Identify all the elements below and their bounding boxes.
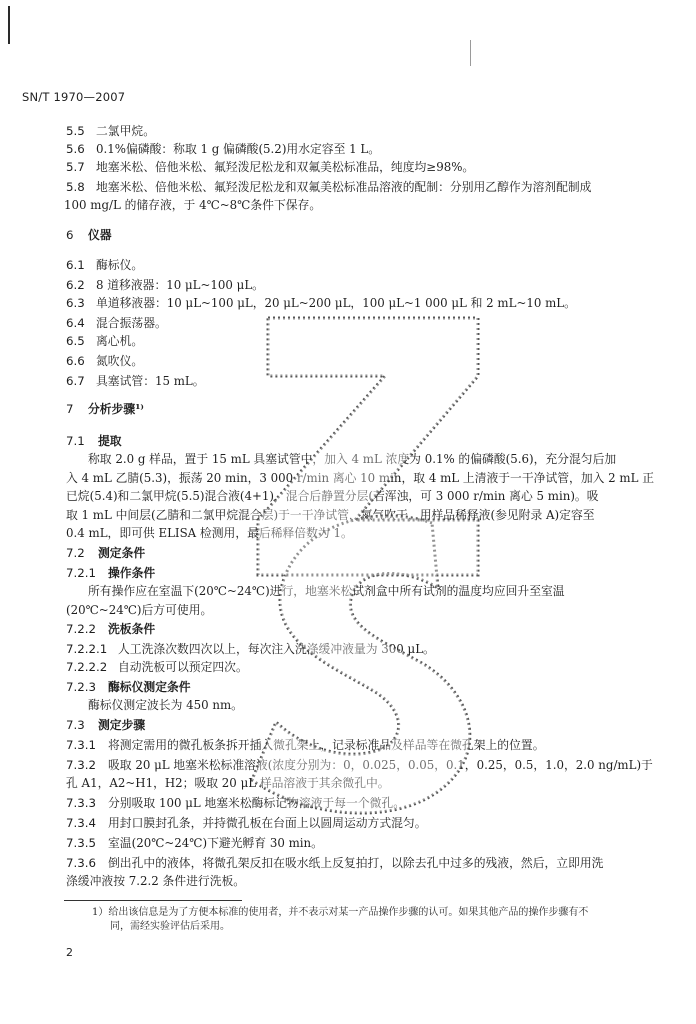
clause-number: 7.3.4 [66, 816, 97, 830]
section-heading: 分析步骤¹⁾ [88, 402, 144, 416]
clause-text: 倒出孔中的液体，将微孔架反扣在吸水纸上反复拍打，以除去孔中过多的残液，然后，立即用洗 [108, 856, 604, 870]
clause-text: 地塞米松、倍他米松、氟羟泼尼松龙和双氟美松标准品溶液的配制：分别用乙醇作为溶剂配制成 [96, 180, 592, 194]
section-heading: 仪器 [88, 228, 112, 242]
clause-text: 用封口膜封孔条，并持微孔板在台面上以圆周运动方式混匀。 [108, 816, 427, 830]
clause-text: 人工洗涤次数四次以上，每次注入洗涤缓冲液量为 300 μL。 [118, 642, 435, 656]
clause-number: 6.5 [66, 334, 85, 348]
clause-number: 7.2.2.2 [66, 660, 108, 674]
clause-number: 5.7 [66, 160, 85, 174]
clause-text: 取 1 mL 中间层(乙腈和二氯甲烷混合层)于一干净试管，氮气吹干，用样品稀释液(参见附录 A)定容至 [66, 508, 595, 522]
clause-text: 孔 A1，A2~H1，H2；吸取 20 μL 样品溶液于其余微孔中。 [66, 776, 390, 790]
clause-text: 酶标仪测定波长为 450 nm。 [88, 698, 243, 712]
section-heading: 洗板条件 [108, 622, 156, 636]
clause-text: (20℃~24℃)后方可使用。 [66, 603, 213, 617]
footnote-separator [64, 900, 242, 901]
clause-text: 称取 2.0 g 样品，置于 15 mL 具塞试管中，加入 4 mL 浓度为 0.1% 的偏磷酸(5.6)，充分混匀后加 [88, 452, 617, 466]
clause-number: 6.1 [66, 258, 85, 272]
clause-text: 具塞试管：15 mL。 [96, 374, 205, 388]
section-heading: 提取 [98, 434, 122, 448]
clause-number: 6.7 [66, 374, 85, 388]
clause-text: 0.4 mL，即可供 ELISA 检测用，最后稀释倍数为 1。 [66, 526, 353, 540]
clause-number: 6.3 [66, 296, 85, 310]
scan-artifact [8, 6, 10, 44]
clause-number: 7.3.6 [66, 856, 97, 870]
clause-number: 7 [66, 402, 74, 416]
clause-text: 100 mg/L 的储存液，于 4℃~8℃条件下保存。 [64, 198, 322, 212]
clause-number: 5.5 [66, 124, 85, 138]
footnote-line: 同，需经实验评估后采用。 [110, 921, 230, 932]
clause-number: 6 [66, 228, 74, 242]
clause-text: 涤缓冲液按 7.2.2 条件进行洗板。 [66, 874, 246, 888]
clause-text: 室温(20℃~24℃)下避光孵育 30 min。 [108, 836, 323, 850]
clause-number: 7.2 [66, 546, 85, 560]
clause-text: 二氯甲烷。 [96, 124, 155, 138]
clause-text: 离心机。 [96, 334, 144, 348]
clause-number: 7.3.1 [66, 738, 97, 752]
clause-number: 7.3 [66, 718, 85, 732]
clause-number: 7.2.1 [66, 566, 97, 580]
clause-text: 吸取 20 μL 地塞米松标准溶液(浓度分别为：0，0.025，0.05，0.1，0.25，0.5，1.0，2.0 ng/mL)于 [108, 758, 653, 772]
clause-number: 7.2.2.1 [66, 642, 108, 656]
clause-number: 5.8 [66, 180, 85, 194]
clause-text: 单道移液器：10 μL~100 μL，20 μL~200 μL，100 μL~1 000 μL 和 2 mL~10 mL。 [96, 296, 576, 310]
clause-number: 6.2 [66, 278, 85, 292]
clause-text: 0.1%偏磷酸：称取 1 g 偏磷酸(5.2)用水定容至 1 L。 [96, 142, 381, 156]
clause-text: 酶标仪。 [96, 258, 144, 272]
clause-text: 地塞米松、倍他米松、氟羟泼尼松龙和双氟美松标准品，纯度均≥98%。 [96, 160, 475, 174]
clause-number: 6.6 [66, 354, 85, 368]
clause-text: 所有操作应在室温下(20℃~24℃)进行，地塞米松试剂盒中所有试剂的温度均应回升至室温 [88, 584, 565, 598]
clause-text: 混合振荡器。 [96, 316, 167, 330]
clause-number: 7.2.2 [66, 622, 97, 636]
clause-number: 7.3.5 [66, 836, 97, 850]
standard-code-header: SN/T 1970—2007 [22, 90, 126, 104]
clause-number: 6.4 [66, 316, 85, 330]
section-heading: 操作条件 [108, 566, 156, 580]
clause-text: 分别吸取 100 μL 地塞米松酶标记物溶液于每一个微孔。 [108, 796, 406, 810]
scan-artifact [470, 40, 471, 66]
clause-number: 7.3.2 [66, 758, 97, 772]
clause-number: 7.3.3 [66, 796, 97, 810]
clause-number: 7.2.3 [66, 680, 97, 694]
clause-number: 5.6 [66, 142, 85, 156]
section-heading: 酶标仪测定条件 [108, 680, 191, 694]
page-number: 2 [66, 946, 73, 959]
clause-text: 自动洗板可以预定四次。 [118, 660, 248, 674]
section-heading: 测定条件 [98, 546, 146, 560]
clause-text: 入 4 mL 乙腈(5.3)，振荡 20 min，3 000 r/min 离心 10 min，取 4 mL 上清液于一干净试管，加入 2 mL 正 [66, 471, 654, 485]
clause-text: 氮吹仪。 [96, 354, 144, 368]
footnote-line: 1）给出该信息是为了方便本标准的使用者，并不表示对某一产品操作步骤的认可。如果其他产品的操作步骤有不 [92, 907, 589, 918]
clause-text: 将测定需用的微孔板条拆开插入微孔架上，记录标准品及样品等在微孔架上的位置。 [108, 738, 545, 752]
section-heading: 测定步骤 [98, 718, 146, 732]
clause-number: 7.1 [66, 434, 85, 448]
clause-text: 已烷(5.4)和二氯甲烷(5.5)混合液(4+1)，混合后静置分层(若浑浊，可 3 000 r/min 离心 5 min)。吸 [66, 489, 599, 503]
clause-text: 8 道移液器：10 μL~100 μL。 [96, 278, 264, 292]
